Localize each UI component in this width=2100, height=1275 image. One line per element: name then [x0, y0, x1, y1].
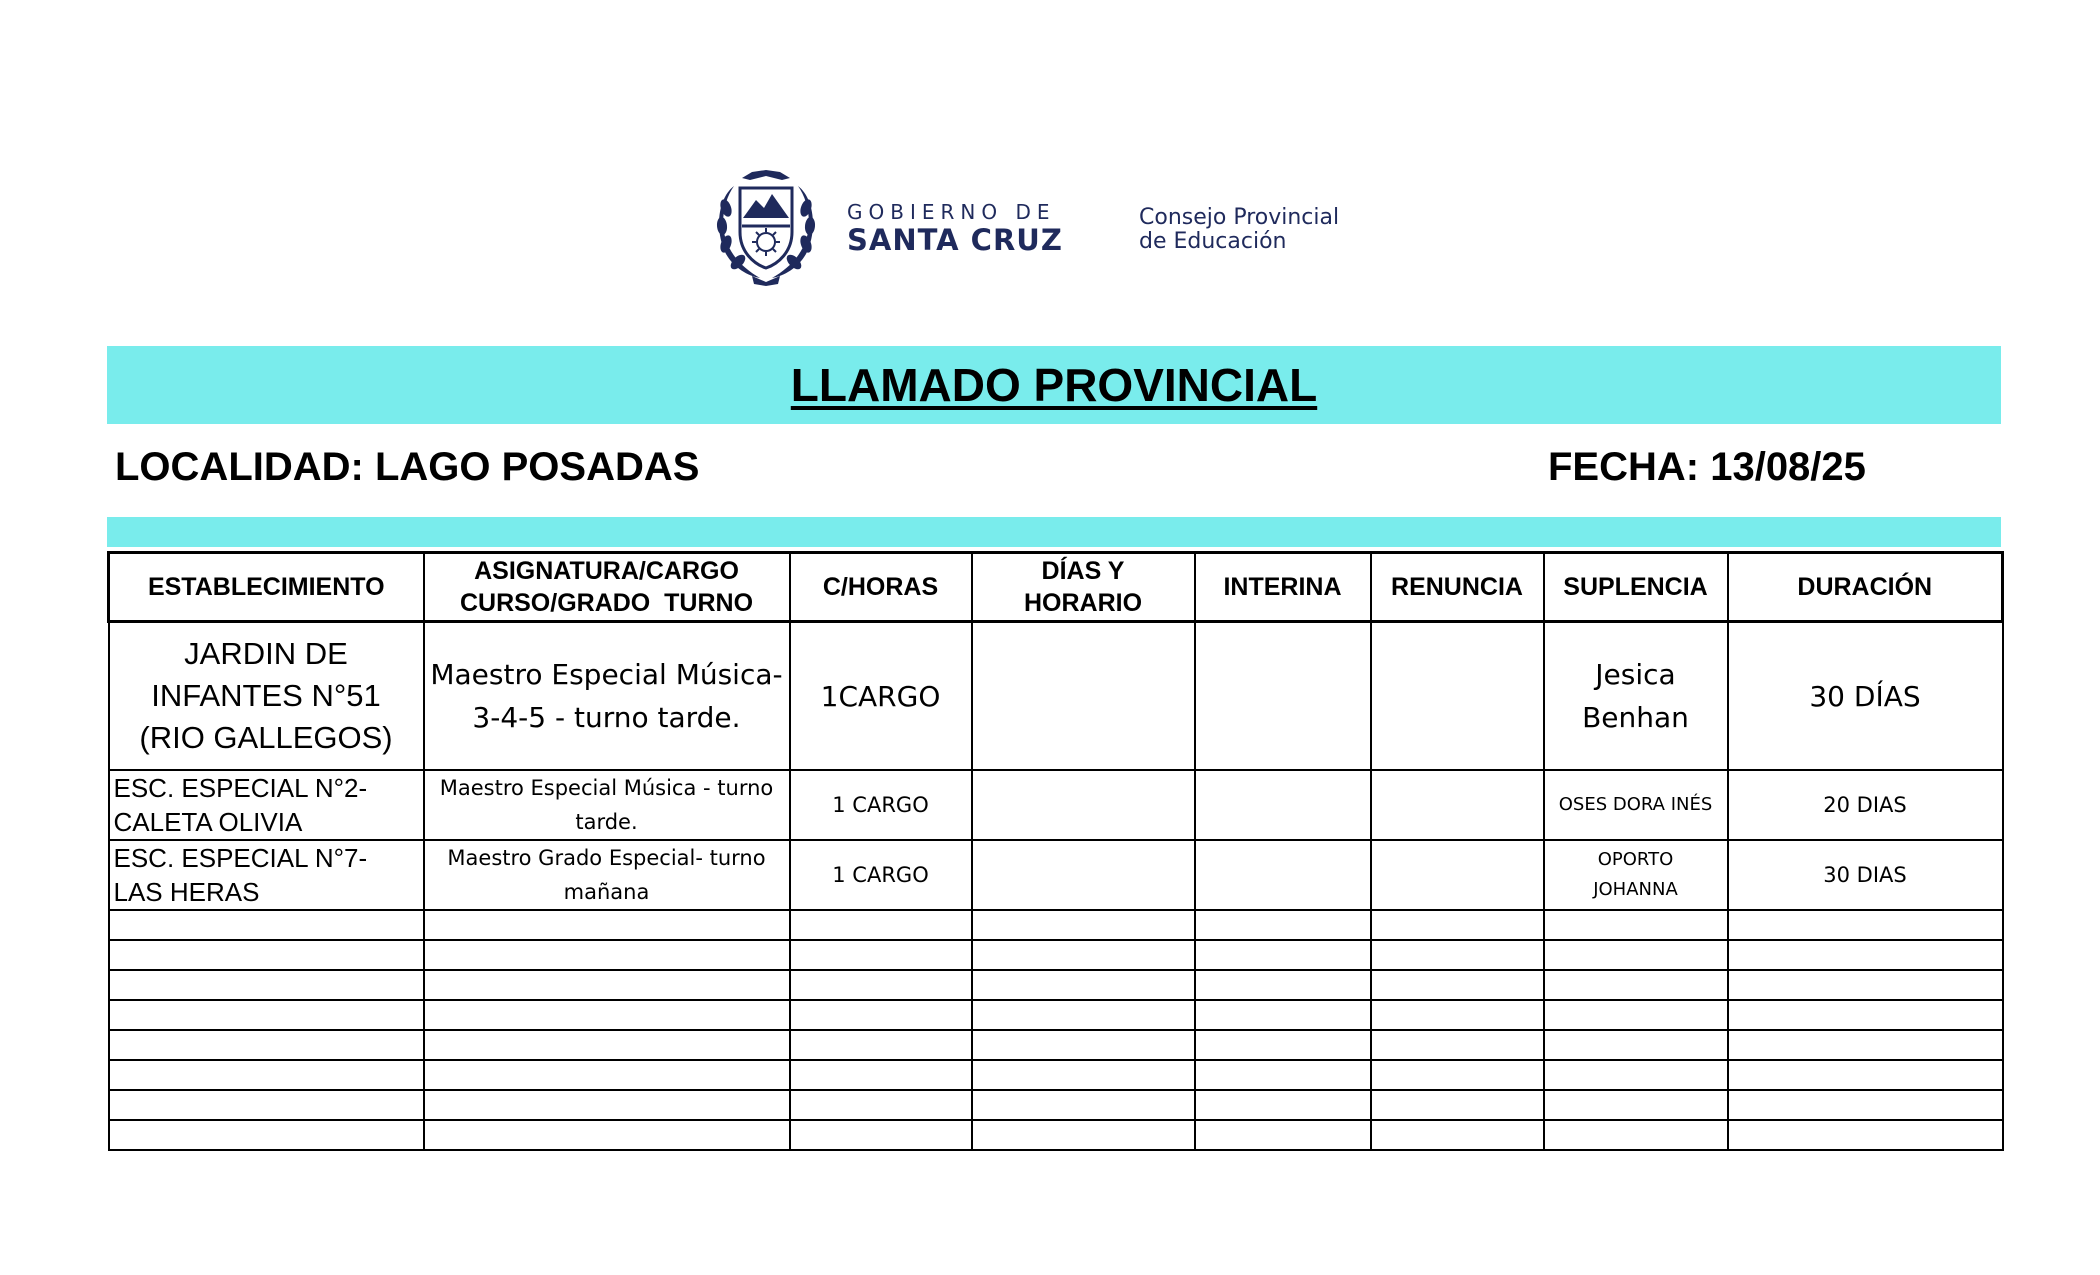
empty-cell — [1544, 1000, 1728, 1030]
empty-cell — [109, 1000, 424, 1030]
empty-cell — [1371, 1030, 1544, 1060]
empty-cell — [109, 940, 424, 970]
cell-suplencia — [1544, 622, 1728, 771]
empty-cell — [109, 1120, 424, 1150]
locality-label: LOCALIDAD: LAGO POSADAS — [115, 445, 700, 489]
cell-dias — [972, 622, 1195, 771]
cell-renuncia — [1371, 622, 1544, 771]
empty-cell — [109, 910, 424, 940]
cell-renuncia — [1371, 770, 1544, 840]
empty-cell — [1371, 1060, 1544, 1090]
empty-cell — [424, 1060, 790, 1090]
empty-table-row — [109, 940, 2003, 970]
empty-cell — [790, 1060, 972, 1090]
cell-asignatura — [424, 840, 790, 910]
cell-line: (RIO GALLEGOS) — [139, 720, 393, 755]
header-asignatura-line-2: CURSO/GRADO TURNO — [459, 589, 754, 617]
header-dias — [972, 553, 1195, 622]
page-title: LLAMADO PROVINCIAL — [790, 359, 1318, 411]
empty-cell — [424, 970, 790, 1000]
empty-cell — [972, 1120, 1195, 1150]
empty-cell — [1544, 1060, 1728, 1090]
empty-cell — [1371, 940, 1544, 970]
empty-cell — [1728, 1060, 2003, 1090]
empty-cell — [424, 910, 790, 940]
empty-cell — [1544, 1030, 1728, 1060]
title-band — [107, 346, 2001, 424]
empty-cell — [1728, 1000, 2003, 1030]
empty-cell — [972, 1060, 1195, 1090]
empty-cell — [790, 970, 972, 1000]
cell-line: Maestro Especial Música- — [430, 658, 783, 691]
cell-line: Jesica — [1595, 658, 1676, 691]
cell-interina — [1195, 840, 1371, 910]
cell-establecimiento — [109, 770, 424, 840]
cell-dias — [972, 770, 1195, 840]
header-renuncia: RENUNCIA — [1371, 553, 1544, 622]
cell-line: JOHANNA — [1593, 879, 1678, 900]
empty-cell — [1195, 1090, 1371, 1120]
empty-cell — [972, 1090, 1195, 1120]
cell-renuncia — [1371, 840, 1544, 910]
table-row — [109, 622, 2003, 771]
empty-cell — [790, 1030, 972, 1060]
header-interina: INTERINA — [1195, 553, 1371, 622]
cell-establecimiento — [109, 622, 424, 771]
cell-interina — [1195, 770, 1371, 840]
empty-cell — [790, 1090, 972, 1120]
cell-line: tarde. — [575, 810, 638, 834]
empty-table-row — [109, 970, 2003, 1000]
cell-line: INFANTES N°51 — [151, 678, 381, 713]
empty-cell — [1195, 1030, 1371, 1060]
cell-horas: 1CARGO — [790, 622, 972, 771]
header-horas: C/HORAS — [790, 553, 972, 622]
empty-cell — [1728, 1090, 2003, 1120]
empty-cell — [1371, 910, 1544, 940]
empty-cell — [424, 1000, 790, 1030]
header-suplencia: SUPLENCIA — [1544, 553, 1728, 622]
cell-line: Maestro Grado Especial- turno — [447, 846, 766, 870]
council-wordmark — [1139, 206, 1339, 254]
santa-cruz-coat-of-arms-icon — [712, 168, 820, 286]
cell-duracion: 30 DIAS — [1728, 840, 2003, 910]
empty-cell — [1195, 910, 1371, 940]
cell-horas: 1 CARGO — [790, 840, 972, 910]
cell-line: LAS HERAS — [113, 877, 260, 907]
empty-table-row — [109, 1000, 2003, 1030]
empty-cell — [1195, 940, 1371, 970]
calls-table — [107, 551, 2004, 1151]
cell-establecimiento — [109, 840, 424, 910]
empty-cell — [1544, 970, 1728, 1000]
empty-cell — [1195, 1060, 1371, 1090]
empty-cell — [1728, 910, 2003, 940]
empty-cell — [1728, 1120, 2003, 1150]
empty-cell — [972, 910, 1195, 940]
cell-duracion: 20 DIAS — [1728, 770, 2003, 840]
empty-cell — [1371, 1000, 1544, 1030]
empty-cell — [424, 1030, 790, 1060]
empty-cell — [1371, 970, 1544, 1000]
header-dias-line-1: DÍAS Y — [1041, 557, 1125, 585]
empty-cell — [109, 1030, 424, 1060]
empty-cell — [972, 1030, 1195, 1060]
empty-table-row — [109, 1120, 2003, 1150]
table-header-row — [109, 553, 2003, 622]
empty-cell — [1728, 970, 2003, 1000]
cell-line: OSES DORA INÉS — [1558, 794, 1713, 815]
cell-horas: 1 CARGO — [790, 770, 972, 840]
empty-cell — [1544, 1090, 1728, 1120]
header-duracion: DURACIÓN — [1728, 553, 2003, 622]
cell-asignatura — [424, 622, 790, 771]
empty-table-row — [109, 1090, 2003, 1120]
empty-cell — [424, 1120, 790, 1150]
cell-suplencia — [1544, 770, 1728, 840]
government-wordmark — [847, 200, 1063, 256]
empty-cell — [1544, 910, 1728, 940]
empty-cell — [972, 970, 1195, 1000]
header-asignatura-line-1: ASIGNATURA/CARGO — [474, 557, 739, 585]
empty-cell — [972, 940, 1195, 970]
empty-cell — [1195, 970, 1371, 1000]
table-row — [109, 770, 2003, 840]
cell-suplencia — [1544, 840, 1728, 910]
empty-cell — [1195, 1000, 1371, 1030]
cell-line: Benhan — [1582, 701, 1689, 734]
empty-cell — [790, 940, 972, 970]
empty-cell — [1371, 1120, 1544, 1150]
government-label: GOBIERNO DE — [847, 200, 1056, 224]
cell-line: CALETA OLIVIA — [113, 807, 303, 837]
cell-line: ESC. ESPECIAL N°7- — [113, 843, 368, 873]
cell-line: ESC. ESPECIAL N°2- — [113, 773, 368, 803]
cell-line: OPORTO — [1597, 849, 1674, 870]
council-line-2: de Educación — [1139, 229, 1287, 254]
empty-cell — [109, 1060, 424, 1090]
cell-asignatura — [424, 770, 790, 840]
empty-table-row — [109, 1030, 2003, 1060]
cell-line: Maestro Especial Música - turno — [439, 776, 774, 800]
province-name: SANTA CRUZ — [847, 223, 1063, 257]
empty-cell — [972, 1000, 1195, 1030]
empty-cell — [1728, 1030, 2003, 1060]
empty-cell — [1728, 940, 2003, 970]
empty-cell — [1544, 940, 1728, 970]
cell-line: 3-4-5 - turno tarde. — [472, 701, 741, 734]
empty-cell — [109, 970, 424, 1000]
header-dias-line-2: HORARIO — [1023, 589, 1143, 617]
empty-cell — [109, 1090, 424, 1120]
empty-cell — [790, 1000, 972, 1030]
empty-cell — [424, 1090, 790, 1120]
header-establecimiento: ESTABLECIMIENTO — [109, 553, 424, 622]
empty-cell — [1371, 1090, 1544, 1120]
council-line-1: Consejo Provincial — [1139, 205, 1340, 230]
cell-line: mañana — [563, 880, 650, 904]
cell-interina — [1195, 622, 1371, 771]
cell-duracion: 30 DÍAS — [1728, 622, 2003, 771]
cell-line: JARDIN DE — [184, 636, 348, 671]
empty-cell — [790, 1120, 972, 1150]
empty-cell — [1544, 1120, 1728, 1150]
empty-table-row — [109, 1060, 2003, 1090]
empty-cell — [1195, 1120, 1371, 1150]
header-logo — [712, 168, 1392, 288]
empty-cell — [790, 910, 972, 940]
header-asignatura — [424, 553, 790, 622]
empty-table-row — [109, 910, 2003, 940]
table-row — [109, 840, 2003, 910]
empty-cell — [424, 940, 790, 970]
date-label: FECHA: 13/08/25 — [1548, 445, 1866, 489]
separator-band — [107, 517, 2001, 547]
cell-dias — [972, 840, 1195, 910]
